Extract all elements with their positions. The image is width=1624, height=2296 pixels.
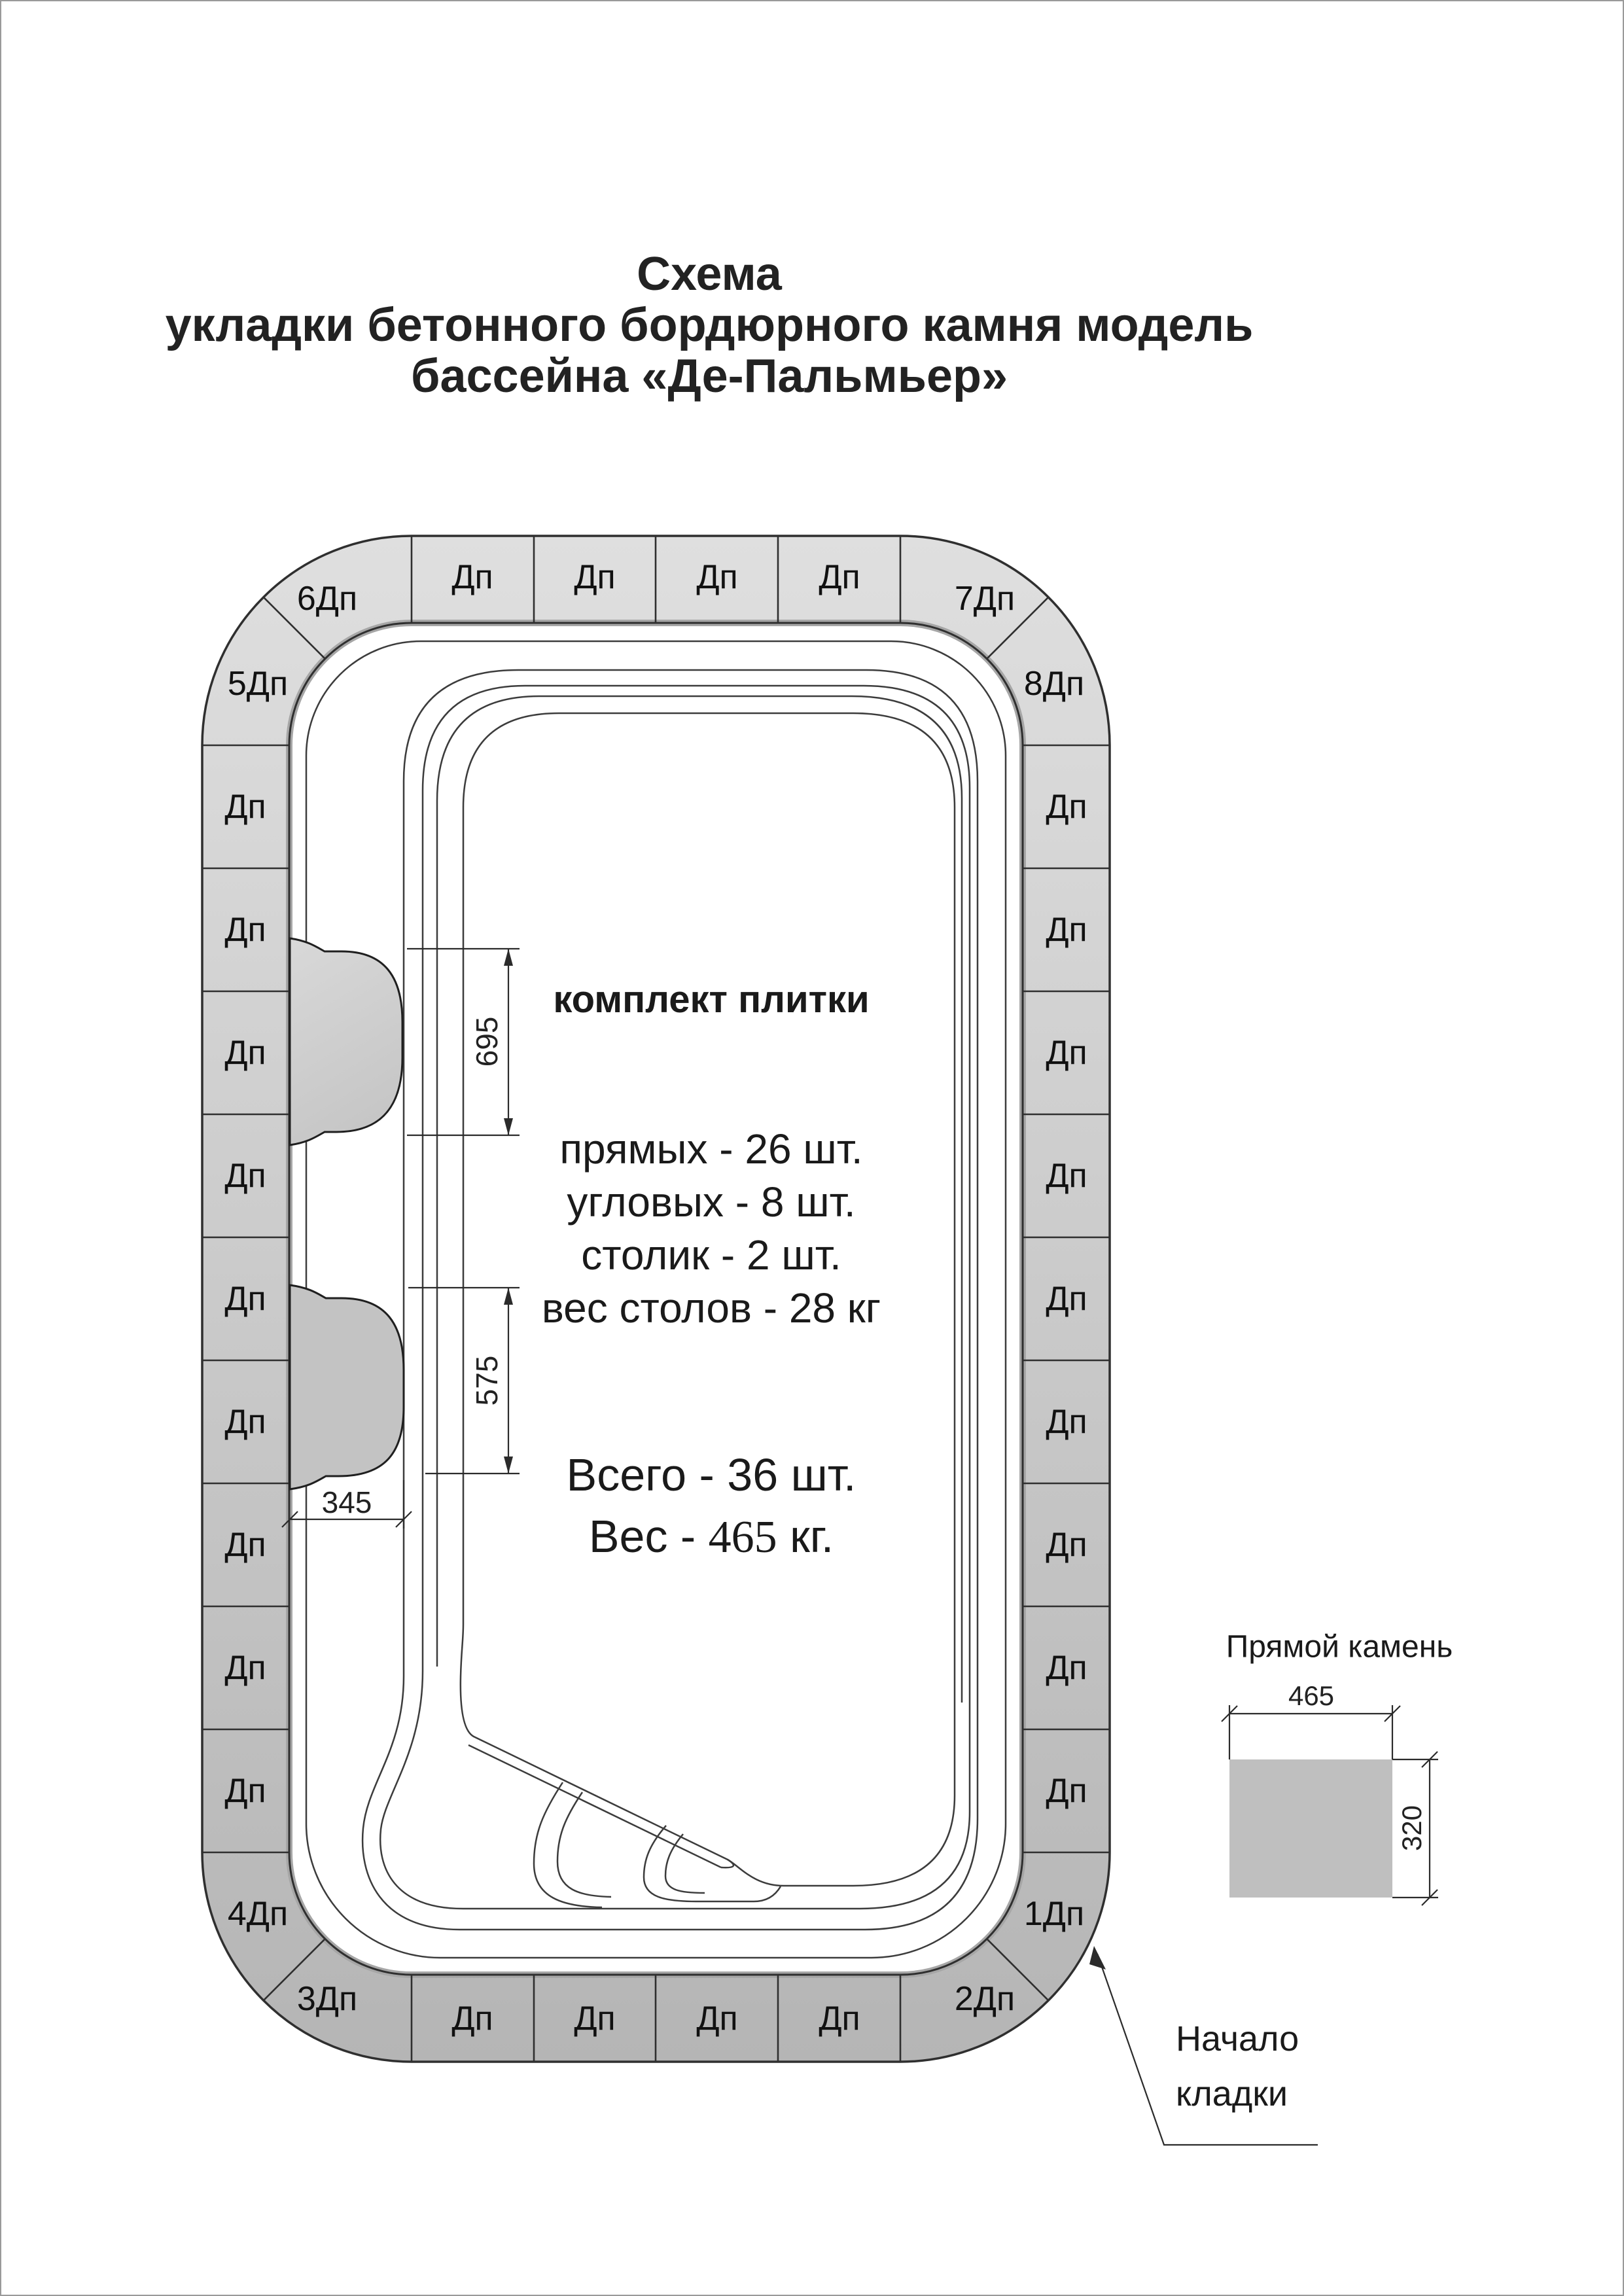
- stone-label-left-7: Дп: [224, 1526, 266, 1564]
- dim-label-575: 575: [470, 1355, 504, 1406]
- stone-label-right-8: Дп: [1046, 1649, 1087, 1687]
- kit-list: [319, 1123, 1104, 1335]
- kit-line-tables-weight: вес столов - 28 кг: [541, 1284, 881, 1332]
- stone-label-left-9: Дп: [224, 1772, 266, 1810]
- dim-label-345: 345: [321, 1485, 372, 1519]
- stair-step-2a: [534, 1782, 602, 1907]
- stone-detail-title: Прямой камень: [1226, 1629, 1453, 1665]
- dim-label-320: 320: [1396, 1805, 1427, 1852]
- stone-label-left-4: Дп: [224, 1157, 266, 1195]
- stone-label-right-5: Дп: [1046, 1280, 1087, 1318]
- callout-line-1: Начало: [1176, 2019, 1299, 2058]
- stone-label-right-6: Дп: [1046, 1403, 1087, 1441]
- stone-label-bottom-1: Дп: [451, 2000, 493, 2038]
- stone-label-right-9: Дп: [1046, 1772, 1087, 1810]
- corner-label-7dp: 7Дп: [954, 580, 1015, 618]
- kit-weight-suffix: кг.: [777, 1511, 834, 1562]
- stone-label-left-8: Дп: [224, 1649, 266, 1687]
- title-line-2: укладки бетонного бордюрного камня модель: [165, 299, 1254, 351]
- corner-label-8dp: 8Дп: [1023, 665, 1085, 703]
- kit-weight-value: 465: [708, 1512, 777, 1563]
- stone-label-left-1: Дп: [224, 788, 266, 826]
- stone-label-left-5: Дп: [224, 1280, 266, 1318]
- corner-label-6dp: 6Дп: [296, 580, 358, 618]
- stone-label-top-2: Дп: [574, 558, 616, 596]
- stone-detail-rect: [1229, 1759, 1392, 1898]
- corner-label-5dp: 5Дп: [227, 665, 289, 703]
- stone-label-bottom-3: Дп: [696, 2000, 738, 2038]
- stone-label-bottom-4: Дп: [819, 2000, 860, 2038]
- stone-label-bottom-2: Дп: [574, 2000, 616, 2038]
- stone-label-right-4: Дп: [1046, 1157, 1087, 1195]
- title-line-3: бассейна «Де-Пальмьер»: [410, 350, 1008, 402]
- stone-label-left-6: Дп: [224, 1403, 266, 1441]
- table-1: [290, 938, 402, 1145]
- dim-label-465: 465: [1288, 1680, 1335, 1711]
- dim-label-695: 695: [470, 1016, 504, 1067]
- stair-diagonal: [468, 1745, 721, 1867]
- kit-weight: [319, 1510, 1104, 1564]
- kit-total: Всего - 36 шт.: [566, 1449, 856, 1500]
- stone-label-top-4: Дп: [819, 558, 860, 596]
- stone-label-left-3: Дп: [224, 1034, 266, 1072]
- stone-label-top-1: Дп: [451, 558, 493, 596]
- stone-label-right-2: Дп: [1046, 911, 1087, 949]
- corner-label-3dp: 3Дп: [296, 1980, 358, 2018]
- stone-label-left-2: Дп: [224, 911, 266, 949]
- callout-line-2: кладки: [1176, 2074, 1288, 2113]
- corner-label-1dp: 1Дп: [1023, 1895, 1085, 1933]
- stone-label-right-3: Дп: [1046, 1034, 1087, 1072]
- kit-weight-prefix: Вес -: [588, 1511, 709, 1562]
- kit-title: комплект плитки: [553, 978, 870, 1021]
- callout-start-of-laying: [1176, 2011, 1299, 2121]
- title-line-1: Схема: [637, 248, 782, 300]
- stair-diagonal-turn: [721, 1860, 733, 1867]
- kit-line-corner: угловых - 8 шт.: [567, 1178, 856, 1226]
- kit-line-straight: прямых - 26 шт.: [559, 1125, 863, 1173]
- stone-label-top-3: Дп: [696, 558, 738, 596]
- stone-label-right-1: Дп: [1046, 788, 1087, 826]
- corner-label-4dp: 4Дп: [227, 1895, 289, 1933]
- kit-line-table: столик - 2 шт.: [581, 1231, 841, 1279]
- stair-step-2b: [557, 1792, 611, 1897]
- stone-label-right-7: Дп: [1046, 1526, 1087, 1564]
- corner-label-2dp: 2Дп: [954, 1980, 1015, 2018]
